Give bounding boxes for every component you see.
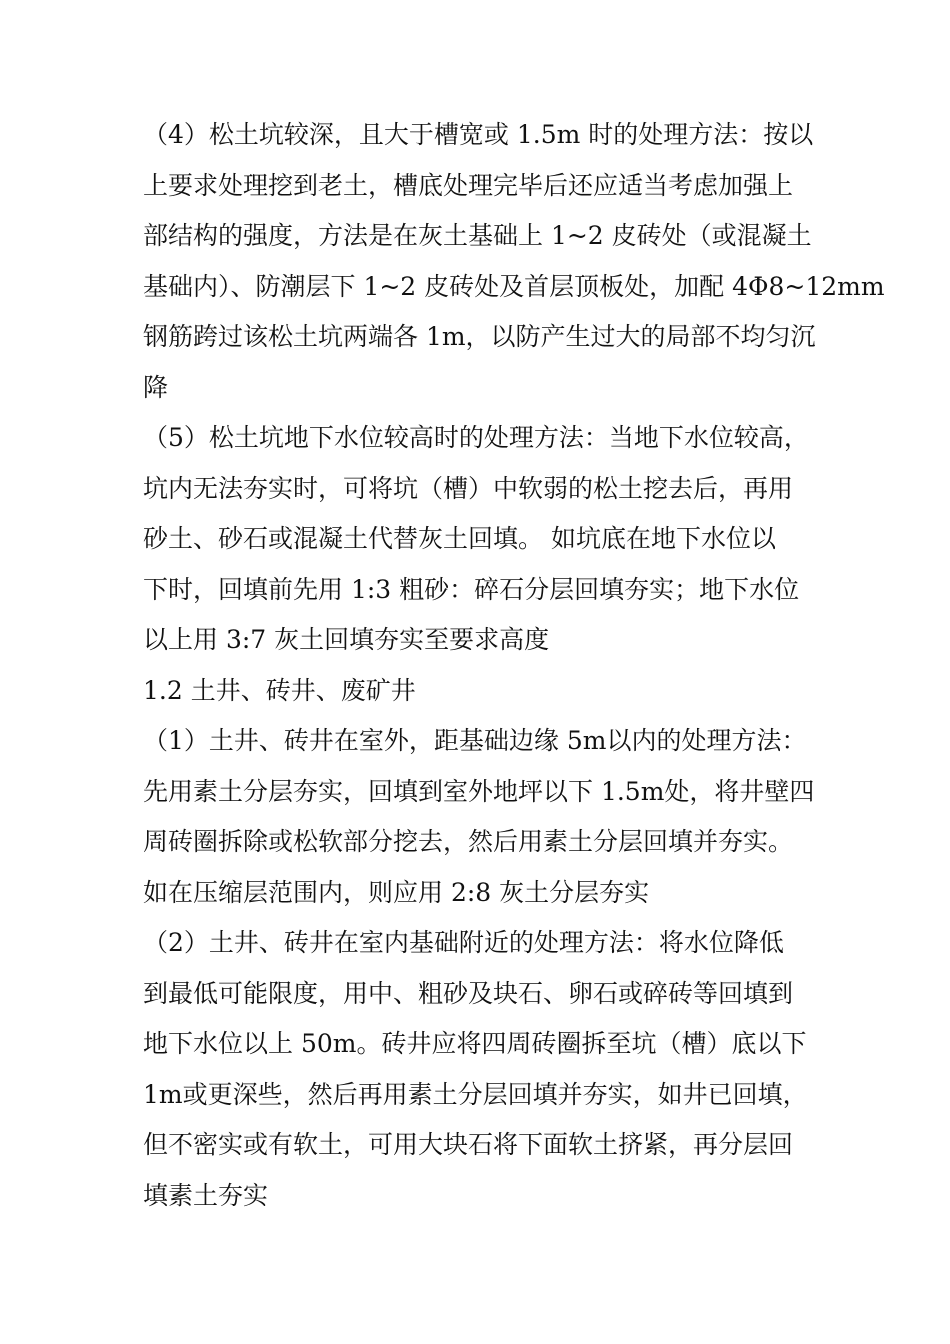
text-line: （2）土井、砖井在室内基础附近的处理方法：将水位降低: [143, 928, 784, 957]
text-line: 坑内无法夯实时，可将坑（槽）中软弱的松土挖去后，再用: [143, 473, 794, 503]
text-line: （5）松土坑地下水位较高时的处理方法：当地下水位较高，: [143, 423, 809, 452]
section-heading: 1.2 土井、砖井、废矿井: [143, 675, 416, 705]
text-line: 钢筋跨过该松土坑两端各 1m，以防产生过大的局部不均匀沉: [143, 322, 816, 351]
text-line: 先用素土分层夯实，回填到室外地坪以下 1.5m处，将井壁四: [143, 776, 815, 806]
text-line: 填素土夯实: [143, 1180, 269, 1210]
text-line: 以上用 3:7 灰土回填夯实至要求高度: [143, 625, 550, 654]
text-line: 但不密实或有软土，可用大块石将下面软土挤紧，再分层回: [143, 1130, 794, 1159]
text-line: 周砖圈拆除或松软部分挖去，然后用素土分层回填并夯实。: [143, 827, 794, 856]
text-line: 砂土、砂石或混凝土代替灰土回填。 如坑底在地下水位以: [143, 524, 776, 553]
text-line: （4）松土坑较深，且大于槽宽或 1.5m 时的处理方法：按以: [143, 120, 814, 149]
body-text: [143, 110, 885, 1221]
text-line: 部结构的强度，方法是在灰土基础上 1~2 皮砖处（或混凝土: [143, 221, 812, 250]
text-line: 如在压缩层范围内，则应用 2:8 灰土分层夯实: [143, 877, 650, 907]
text-line: 下时，回填前先用 1:3 粗砂：碎石分层回填夯实；地下水位: [143, 574, 800, 604]
text-line: 到最低可能限度，用中、粗砂及块石、卵石或碎砖等回填到: [143, 978, 794, 1008]
text-line: 上要求处理挖到老土，槽底处理完毕后还应适当考虑加强上: [143, 170, 794, 200]
text-line: 基础内）、防潮层下 1~2 皮砖处及首层顶板处，加配 4Φ8~12mm: [143, 271, 885, 301]
text-line: 1m或更深些，然后再用素土分层回填并夯实，如井已回填，: [143, 1079, 808, 1109]
text-line: （1）土井、砖井在室外，距基础边缘 5m以内的处理方法：: [143, 726, 807, 755]
text-line: 降: [143, 372, 169, 402]
text-line: 地下水位以上 50m。砖井应将四周砖圈拆至坑（槽）底以下: [143, 1029, 807, 1058]
